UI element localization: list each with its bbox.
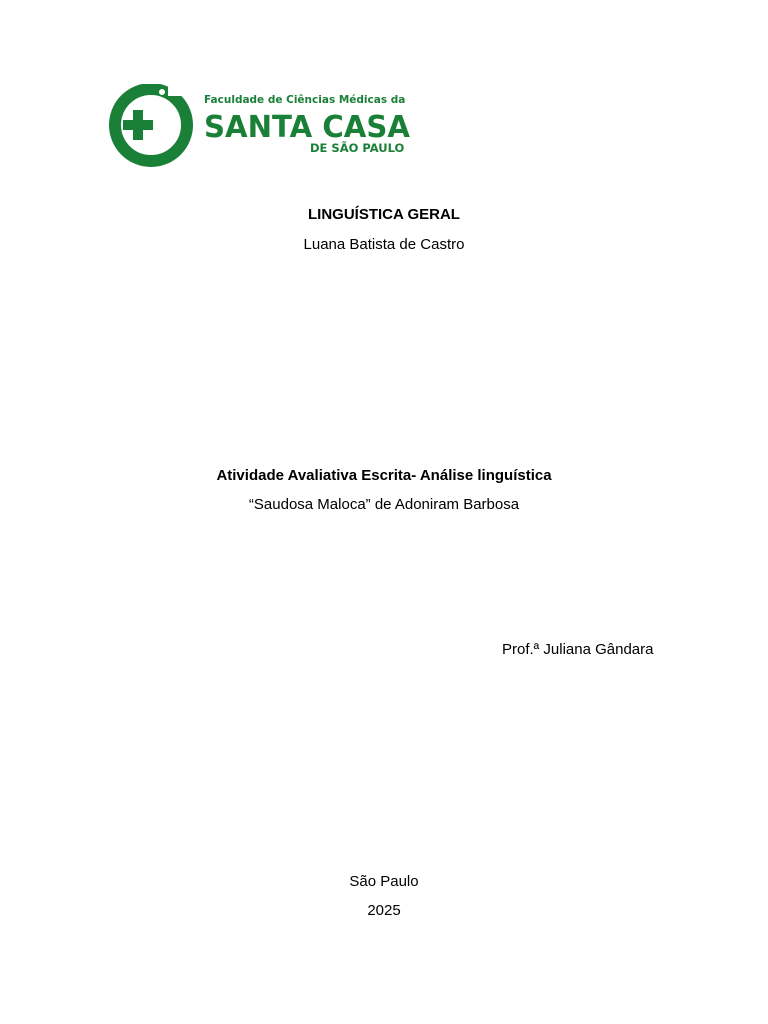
professor-name: Prof.ª Juliana Gândara <box>502 641 654 658</box>
author-name: Luana Batista de Castro <box>303 236 465 253</box>
course-title: LINGUÍSTICA GERAL <box>308 206 460 223</box>
year: 2025 <box>367 902 401 919</box>
cross-icon <box>122 109 154 141</box>
assignment-subtitle: “Saudosa Maloca” de Adoniram Barbosa <box>248 496 520 513</box>
logo-line-3: DE SÃO PAULO <box>310 141 405 155</box>
logo-line-1: Faculdade de Ciências Médicas da <box>204 94 406 106</box>
logo-graphic <box>108 84 412 168</box>
santa-casa-logo <box>108 84 412 168</box>
city: São Paulo <box>349 873 419 890</box>
logo-line-2: SANTA CASA <box>204 110 411 145</box>
assignment-title: Atividade Avaliativa Escrita- Análise linguística <box>216 467 552 484</box>
